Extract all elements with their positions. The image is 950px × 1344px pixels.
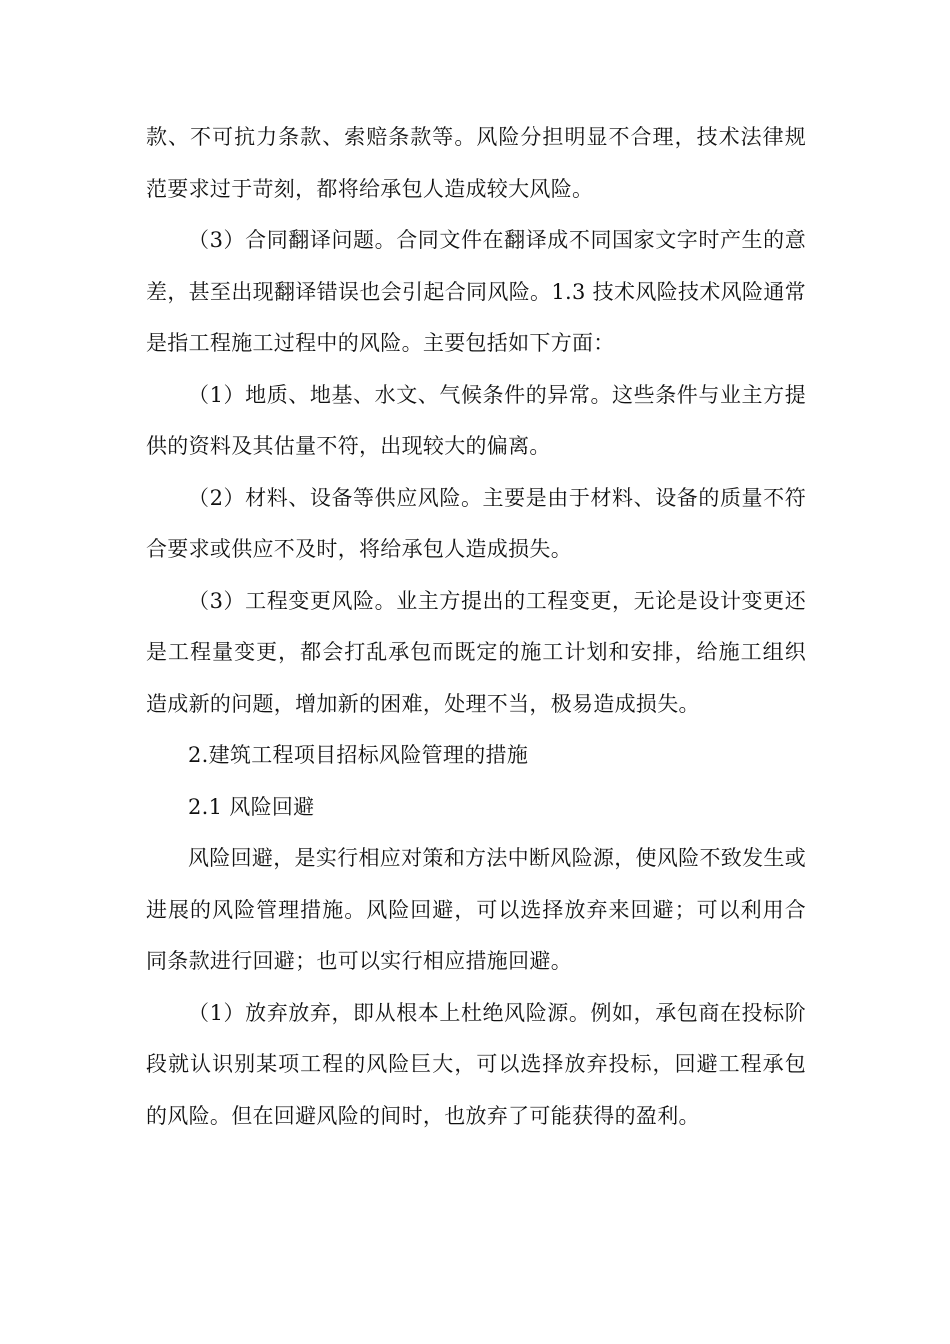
paragraph-contract-clause-risk-continued: 款、不可抗力条款、索赔条款等。风险分担明显不合理，技术法律规范要求过于苛刻，都将给承包人造成较大风险。 xyxy=(146,125,806,201)
paragraph-material-supply-risk: （2）材料、设备等供应风险。主要是由于材料、设备的质量不符合要求或供应不及时，将给承包人造成损失。 xyxy=(146,485,806,561)
paragraph-engineering-change-risk: （3）工程变更风险。业主方提出的工程变更，无论是设计变更还是工程量变更，都会打乱承包而既定的施工计划和安排，给施工组织造成新的问题，增加新的困难，处理不当，极易造成损失。 xyxy=(146,588,806,716)
paragraph-contract-translation-issue: （3）合同翻译问题。合同文件在翻译成不同国家文字时产生的意差，甚至出现翻译错误也会引起合同风险。1.3 技术风险技术风险通常是指工程施工过程中的风险。主要包括如下方面： xyxy=(146,228,806,355)
document-body xyxy=(146,112,806,1142)
subsection-heading-risk-avoidance: 2.1 风险回避 xyxy=(188,794,315,819)
section-heading-risk-measures: 2.建筑工程项目招标风险管理的措施 xyxy=(188,743,529,767)
paragraph-risk-avoidance-definition: 风险回避，是实行相应对策和方法中断风险源，使风险不致发生或进展的风险管理措施。风险回避，可以选择放弃来回避；可以利用合同条款进行回避；也可以实行相应措施回避。 xyxy=(146,846,806,973)
paragraph-abandonment: （1）放弃放弃，即从根本上杜绝风险源。例如，承包商在投标阶段就认识别某项工程的风险巨大，可以选择放弃投标，回避工程承包的风险。但在回避风险的间时，也放弃了可能获得的盈利。 xyxy=(146,1000,806,1128)
paragraph-geology-conditions: （1）地质、地基、水文、气候条件的异常。这些条件与业主方提供的资料及其估量不符，出现较大的偏离。 xyxy=(146,382,806,458)
